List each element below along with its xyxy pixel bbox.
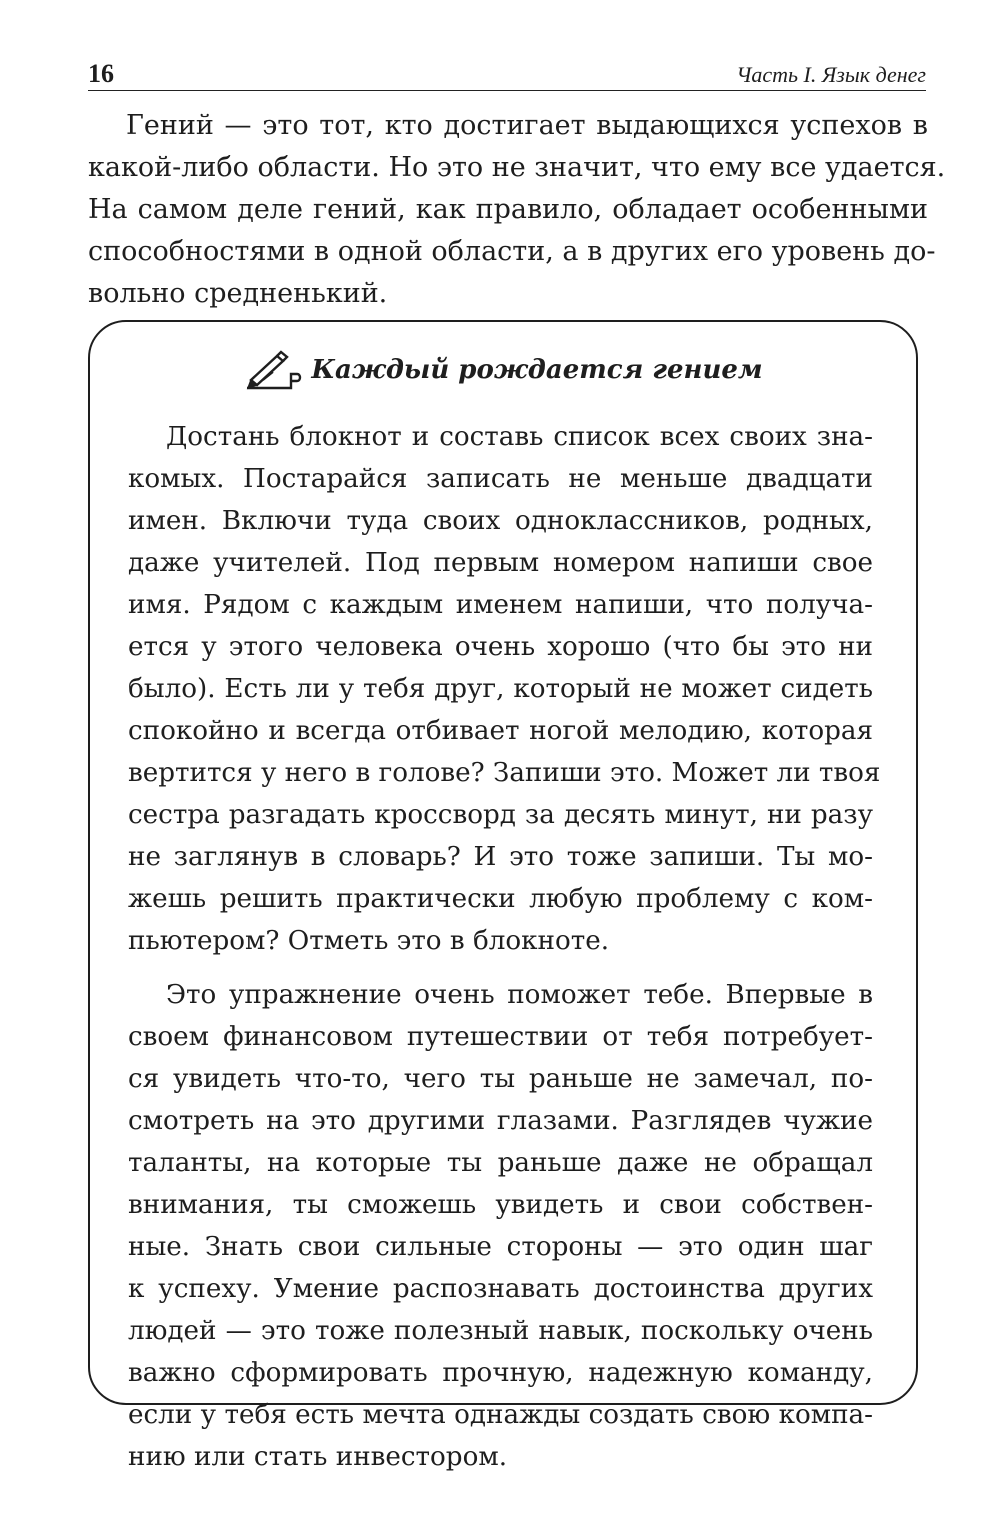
intro-paragraph <box>88 105 946 315</box>
exercise-box <box>88 320 918 1472</box>
text-line: даже учителей. Под первым номером напиши свое <box>128 548 873 578</box>
running-header <box>88 60 926 91</box>
text-line: Это упражнение очень поможет тебе. Впервые в <box>166 980 873 1010</box>
text-line: жешь решить практически любую проблему с ком- <box>128 884 873 914</box>
text-line: ется у этого человека очень хорошо (что бы это ни <box>128 632 873 662</box>
text-line: сестра разгадать кроссворд за десять минут, ни разу <box>128 800 873 830</box>
text-line: пьютером? Отметь это в блокноте. <box>128 926 610 956</box>
exercise-title: Каждый рождается гением <box>311 355 763 385</box>
page-number: 16 <box>88 59 114 88</box>
text-line: своем финансовом путешествии от тебя потребует- <box>128 1022 873 1052</box>
text-line: смотреть на это другими глазами. Разглядев чужие <box>128 1106 873 1136</box>
text-line: спокойно и всегда отбивает ногой мелодию, которая <box>128 716 873 746</box>
pencil-writing-icon <box>243 350 305 390</box>
text-line: людей — это тоже полезный навык, поскольку очень <box>128 1316 873 1346</box>
text-line: если у тебя есть мечта однажды создать свою компа- <box>128 1400 873 1430</box>
text-line: вольно средненький. <box>88 278 388 309</box>
text-line: способностями в одной области, а в других его уровень до- <box>88 236 936 267</box>
text-line: ся увидеть что-то, чего ты раньше не замечал, по- <box>128 1064 873 1094</box>
text-line: Достань блокнот и составь список всех своих зна- <box>166 422 873 452</box>
text-line: вертится у него в голове? Запиши это. Может ли твоя <box>128 758 881 788</box>
text-line: На самом деле гений, как правило, обладает особенными <box>88 194 928 225</box>
text-line: внимания, ты сможешь увидеть и свои собствен- <box>128 1190 873 1220</box>
text-line: ные. Знать свои сильные стороны — это один шаг <box>128 1232 873 1262</box>
exercise-heading <box>90 350 916 396</box>
text-line: важно сформировать прочную, надежную команду, <box>128 1358 873 1388</box>
text-line: имя. Рядом с каждым именем напиши, что получа- <box>128 590 873 620</box>
exercise-body <box>128 416 881 1478</box>
text-line: комых. Постарайся записать не меньше двадцати <box>128 464 873 494</box>
text-line: не заглянув в словарь? И это тоже запиши. Ты мо- <box>128 842 873 872</box>
section-title: Часть I. Язык денег <box>736 62 926 87</box>
text-line: было). Есть ли у тебя друг, который не может сидеть <box>128 674 873 704</box>
text-line: имен. Включи туда своих одноклассников, родных, <box>128 506 873 536</box>
text-line: Гений — это тот, кто достигает выдающихся успехов в <box>126 110 928 141</box>
text-line: таланты, на которые ты раньше даже не обращал <box>128 1148 873 1178</box>
text-line: к успеху. Умение распознавать достоинства других <box>128 1274 873 1304</box>
text-line: нию или стать инвестором. <box>128 1442 508 1472</box>
text-line: какой-либо области. Но это не значит, что ему все удается. <box>88 152 946 183</box>
